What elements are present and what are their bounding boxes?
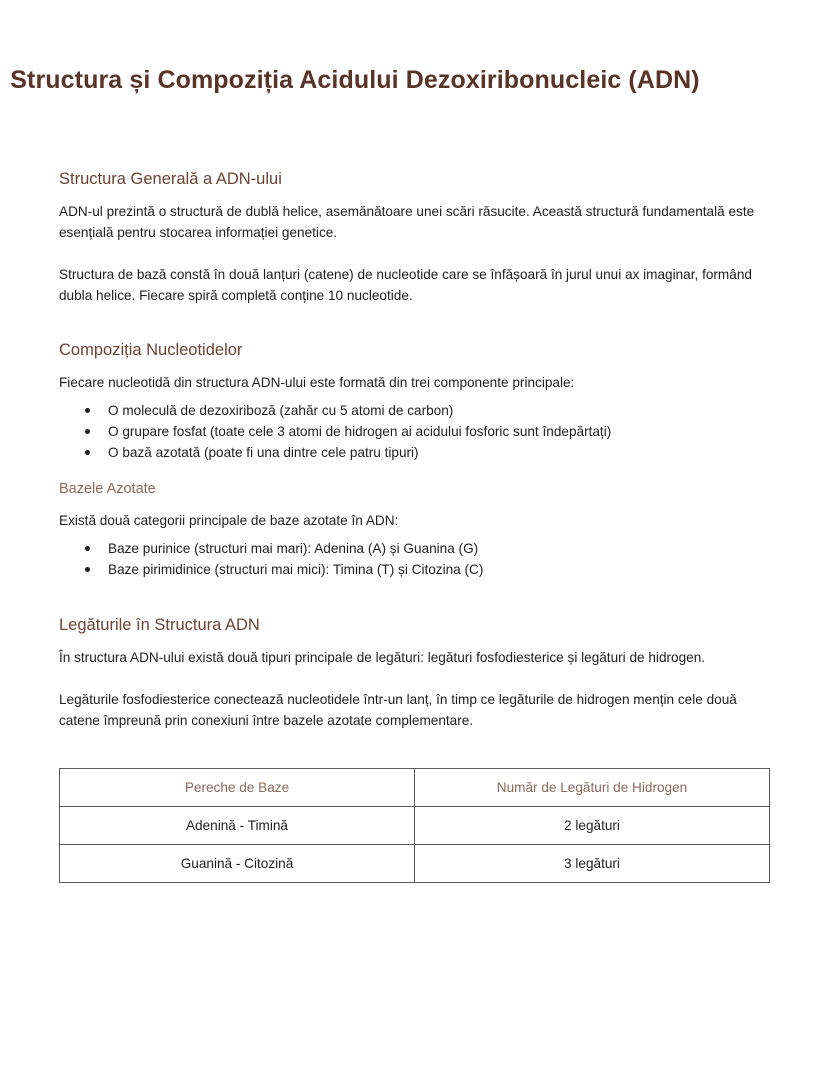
table-header-cell: Pereche de Baze bbox=[60, 769, 415, 807]
nucleotide-components-list bbox=[59, 400, 770, 463]
paragraph-structure-2: Structura de bază constă în două lanțuri (catene) de nucleotide care se înfășoară în jurul unui ax imaginar, formând dubla helice. Fiecare spiră completă conține 10 nucleotide. bbox=[59, 267, 752, 303]
table-row bbox=[60, 807, 770, 845]
paragraph-nucleotides-intro: Fiecare nucleotidă din structura ADN-ului este formată din trei componente principale: bbox=[59, 375, 575, 390]
table-cell: Adenină - Timină bbox=[60, 807, 415, 845]
base-pair-table bbox=[59, 768, 770, 883]
table-cell: Guanină - Citozină bbox=[60, 845, 415, 883]
paragraph-structure-1: ADN-ul prezintă o structură de dublă helice, asemănătoare unei scări răsucite. Această structură fundamentală este esențială pentru stocarea informației genetice. bbox=[59, 204, 755, 240]
table-cell: 2 legături bbox=[415, 807, 770, 845]
subsection-heading-bases: Bazele Azotate bbox=[59, 481, 156, 497]
list-item: O moleculă de dezoxiriboză (zahăr cu 5 atomi de carbon) bbox=[59, 400, 770, 421]
paragraph-bases-intro: Există două categorii principale de baze azotate în ADN: bbox=[59, 513, 399, 528]
table-row bbox=[60, 845, 770, 883]
list-item: O bază azotată (poate fi una dintre cele patru tipuri) bbox=[59, 442, 770, 463]
list-item: O grupare fosfat (toate cele 3 atomi de hidrogen ai acidului fosforic sunt îndepărtați) bbox=[59, 421, 770, 442]
list-item: Baze purinice (structuri mai mari): Adenina (A) și Guanina (G) bbox=[59, 538, 770, 559]
table-header-row bbox=[60, 769, 770, 807]
paragraph-bonds-1: În structura ADN-ului există două tipuri principale de legături: legături fosfodiesterice și legături de hidrogen. bbox=[59, 650, 706, 665]
paragraph-bonds-2: Legăturile fosfodiesterice conectează nucleotidele într-un lanț, în timp ce legăturile de hidrogen mențin cele două catene împreună prin conexiuni între bazele azotate complementare. bbox=[59, 692, 737, 728]
section-heading-structure: Structura Generală a ADN-ului bbox=[59, 170, 282, 188]
list-item: Baze pirimidinice (structuri mai mici): Timina (T) și Citozina (C) bbox=[59, 559, 770, 580]
table-header-cell: Număr de Legături de Hidrogen bbox=[415, 769, 770, 807]
table-cell: 3 legături bbox=[415, 845, 770, 883]
page-title: Structura și Compoziția Acidului Dezoxiribonucleic (ADN) bbox=[10, 66, 700, 94]
bases-list bbox=[59, 538, 770, 580]
section-heading-bonds: Legăturile în Structura ADN bbox=[59, 616, 260, 634]
section-heading-nucleotides: Compoziția Nucleotidelor bbox=[59, 341, 243, 359]
